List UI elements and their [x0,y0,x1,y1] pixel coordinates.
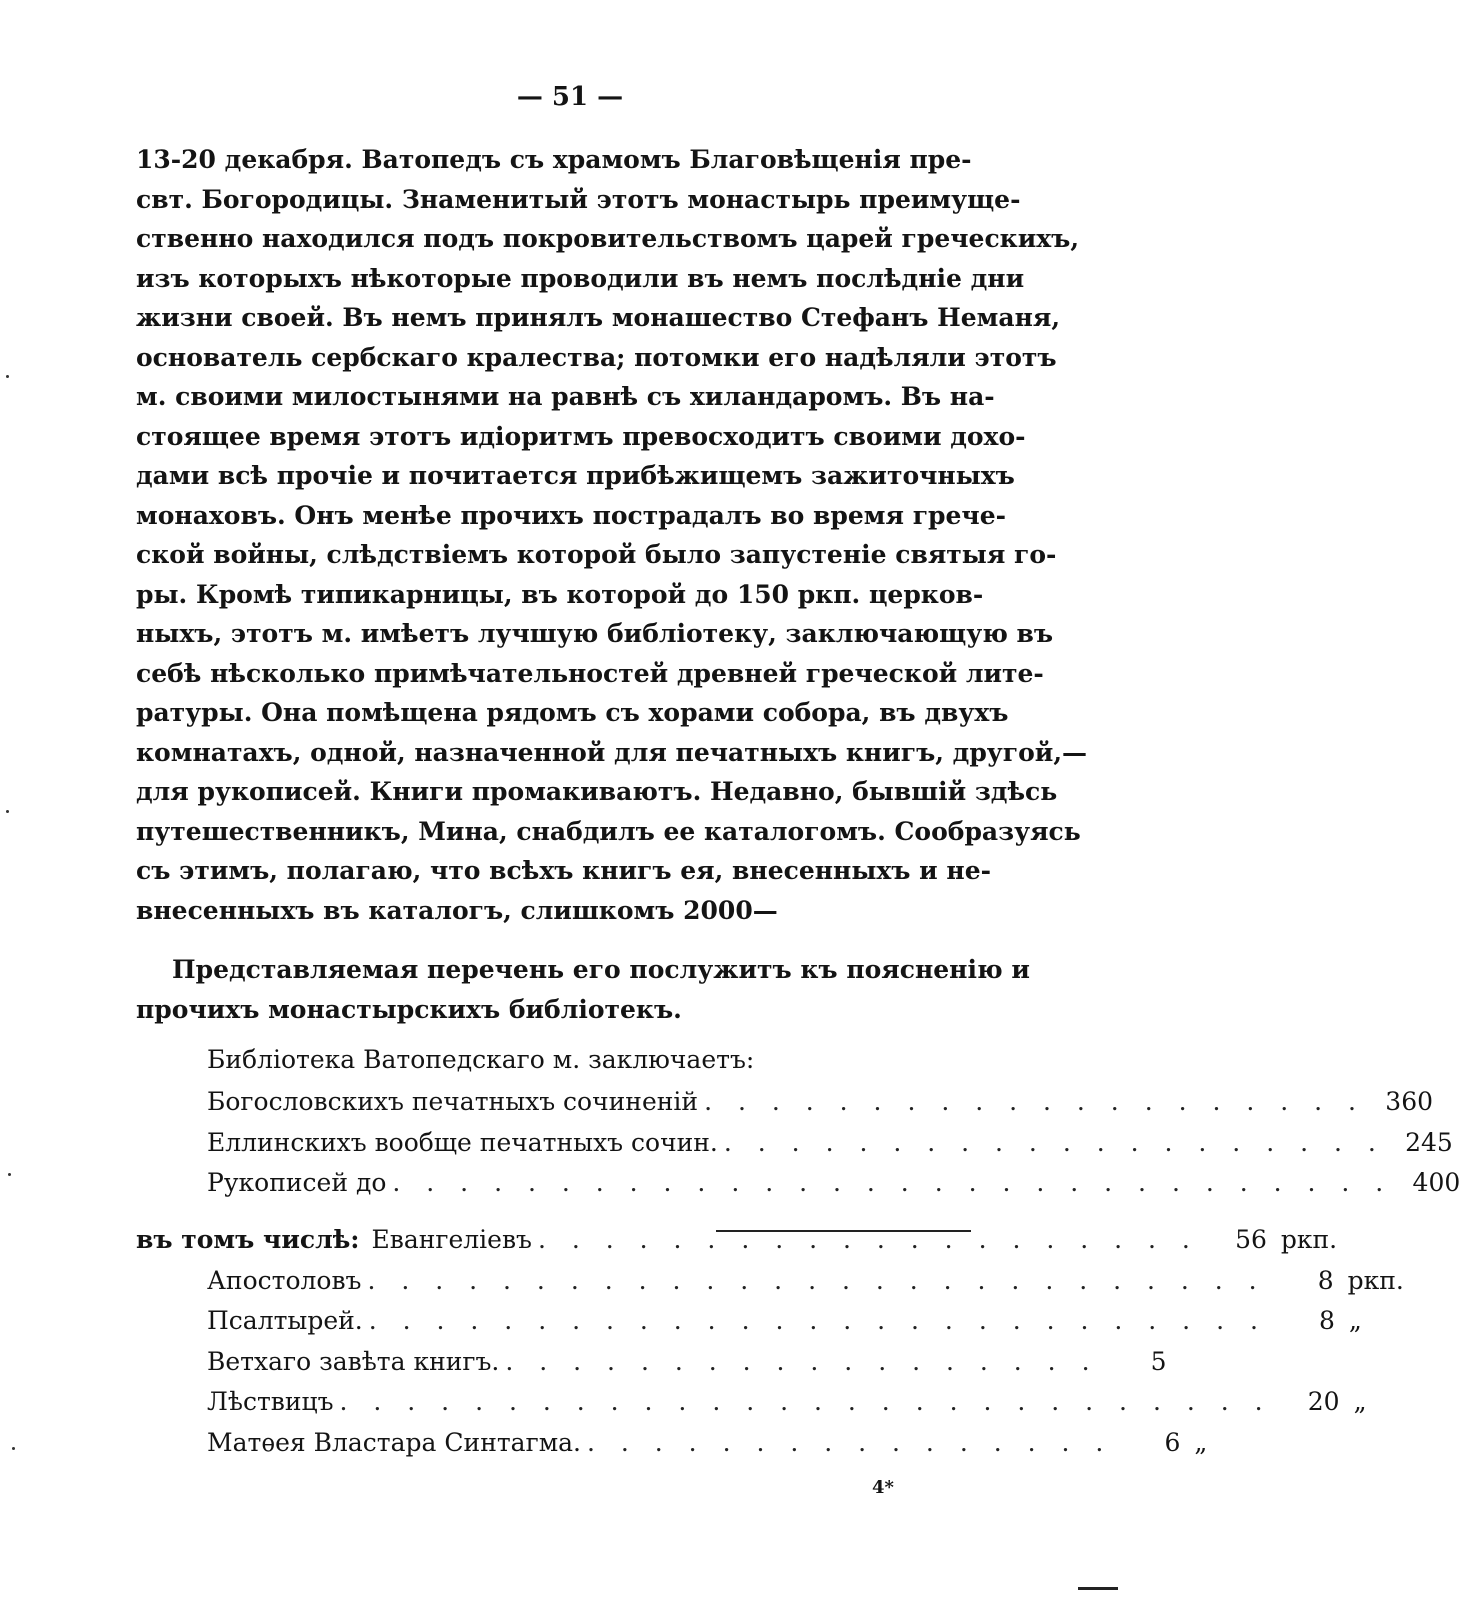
leader-dots: . . . . . . . . . . . . . . . . . . . . . . . . . . . . . . [392,1168,1393,1197]
text-line: дами всѣ прочіе и почитается прибѣжищемъ зажиточныхъ [136,461,1015,490]
breakdown-value: 8 [1319,1306,1335,1335]
scan-speck [8,1173,11,1176]
total-label: Рукописей до [207,1168,387,1197]
breakdown-label: Ветхаго завѣта книгъ. [207,1347,500,1376]
breakdown-value: 56 [1235,1225,1267,1254]
breakdown-value: 20 [1307,1387,1340,1416]
breakdown-unit: „ [1348,1306,1362,1335]
text-line: ратуры. Она помѣщена рядомъ съ хорами собора, въ двухъ [136,698,1009,727]
library-title: Библіотека Ватопедскаго м. заключаетъ: [207,1045,755,1074]
total-row-theological [207,1087,1434,1116]
text-line: ры. Кромѣ типикарницы, въ которой до 150 ркп. церков- [136,579,984,609]
total-row-manuscripts [207,1168,1460,1197]
text-line: Представляемая перечень его послужитъ къ поясненію и [172,955,1030,984]
total-row-hellenic [207,1128,1453,1157]
total-value: 245 [1405,1128,1453,1157]
page-number: — 51 — [516,82,624,112]
breakdown-label: Псалтырей. [207,1306,363,1335]
leader-dots: . . . . . . . . . . . . . . . . . . . . . . . . . . . [367,1266,1266,1295]
signature-mark: 4* [872,1477,894,1498]
breakdown-row [136,1225,1338,1254]
text-line: путешественникъ, Мина, снабдилъ ее каталогомъ. Сообразуясь [136,816,1081,846]
text-line: себѣ нѣсколько примѣчательностей древней греческой лите- [136,658,1044,688]
breakdown-label: Лѣствицъ [207,1387,334,1416]
text-line: ственно находился подъ покровительствомъ царей греческихъ, [136,224,1080,253]
text-line: основатель сербскаго кралества; потомки его надѣляли этотъ [136,342,1057,372]
text-line: для рукописей. Книги промакиваютъ. Недавно, бывшій здѣсь [136,777,1058,806]
second-paragraph [136,950,1030,1029]
leader-dots: . . . . . . . . . . . . . . . . [587,1428,1113,1457]
breakdown-label: Апостоловъ [207,1266,362,1295]
scan-speck [12,1447,15,1450]
breakdown-row [207,1266,1404,1295]
breakdown-row [207,1347,1167,1376]
edge-rule-mark [1078,1587,1118,1590]
text-line: стоящее время этотъ идіоритмъ превосходитъ своими доxо- [136,421,1026,451]
breakdown-prefix: въ томъ числѣ: [136,1225,360,1254]
text-line: прочихъ монастырскихъ библіотекъ. [136,994,682,1024]
leader-dots: . . . . . . . . . . . . . . . . . . . . . . . . . . . [368,1306,1267,1335]
text-line: внесенныхъ въ каталогъ, слишкомъ 2000— [136,895,778,925]
breakdown-row [207,1306,1362,1335]
total-value: 400 [1412,1168,1460,1197]
scan-speck [6,375,9,378]
breakdown-label: Евангеліевъ [371,1225,532,1254]
main-paragraph [136,140,1088,930]
breakdown-label: Матѳея Властара Синтагма. [207,1428,581,1457]
breakdown-unit: ркп. [1347,1266,1404,1295]
breakdown-row [207,1387,1367,1416]
text-line: монаховъ. Онъ менѣе прочихъ пострадалъ во время грече- [136,500,1006,530]
leader-dots: . . . . . . . . . . . . . . . . . . . . [723,1128,1385,1157]
leader-dots: . . . . . . . . . . . . . . . . . . [505,1347,1099,1376]
total-label: Еллинскихъ вообще печатныхъ сочин. [207,1128,718,1157]
scan-speck [6,810,9,813]
text-line: м. своими милостынями на равнѣ съ хиландаромъ. Въ на- [136,382,995,411]
breakdown-unit: ркп. [1280,1225,1338,1254]
breakdown-value: 6 [1164,1428,1181,1457]
breakdown-value: 8 [1317,1266,1334,1295]
breakdown-row [207,1428,1208,1457]
text-line: комнатахъ, одной, назначенной для печатныхъ книгъ, другой,— [136,737,1088,767]
total-value: 360 [1385,1087,1434,1116]
text-line: 13-20 декабря. Ватопедъ съ храмомъ Благовѣщенія пре- [136,145,972,174]
breakdown-unit: „ [1194,1428,1208,1457]
text-line: съ этимъ, полагаю, что всѣхъ книгъ ея, внесенныхъ и не- [136,856,991,885]
text-line: жизни своей. Въ немъ принялъ монашество Стефанъ Неманя, [136,303,1061,332]
text-line: свт. Богородицы. Знаменитый этотъ монастырь преимуще- [136,184,1021,214]
breakdown-value: 5 [1150,1347,1167,1376]
text-line: изъ которыхъ нѣкоторые проводили въ немъ послѣдніе дни [136,263,1025,293]
text-line: ской войны, слѣдствіемъ которой было запустеніе святыя го- [136,540,1057,569]
breakdown-unit: „ [1353,1387,1367,1416]
total-label: Богословскихъ печатныхъ сочиненій [207,1087,699,1116]
leader-dots: . . . . . . . . . . . . . . . . . . . . [537,1225,1199,1254]
leader-dots: . . . . . . . . . . . . . . . . . . . . [704,1087,1366,1116]
text-line: ныхъ, этотъ м. имѣетъ лучшую библіотеку, заключающую въ [136,619,1054,648]
leader-dots: . . . . . . . . . . . . . . . . . . . . . . . . . . . . [339,1387,1272,1416]
